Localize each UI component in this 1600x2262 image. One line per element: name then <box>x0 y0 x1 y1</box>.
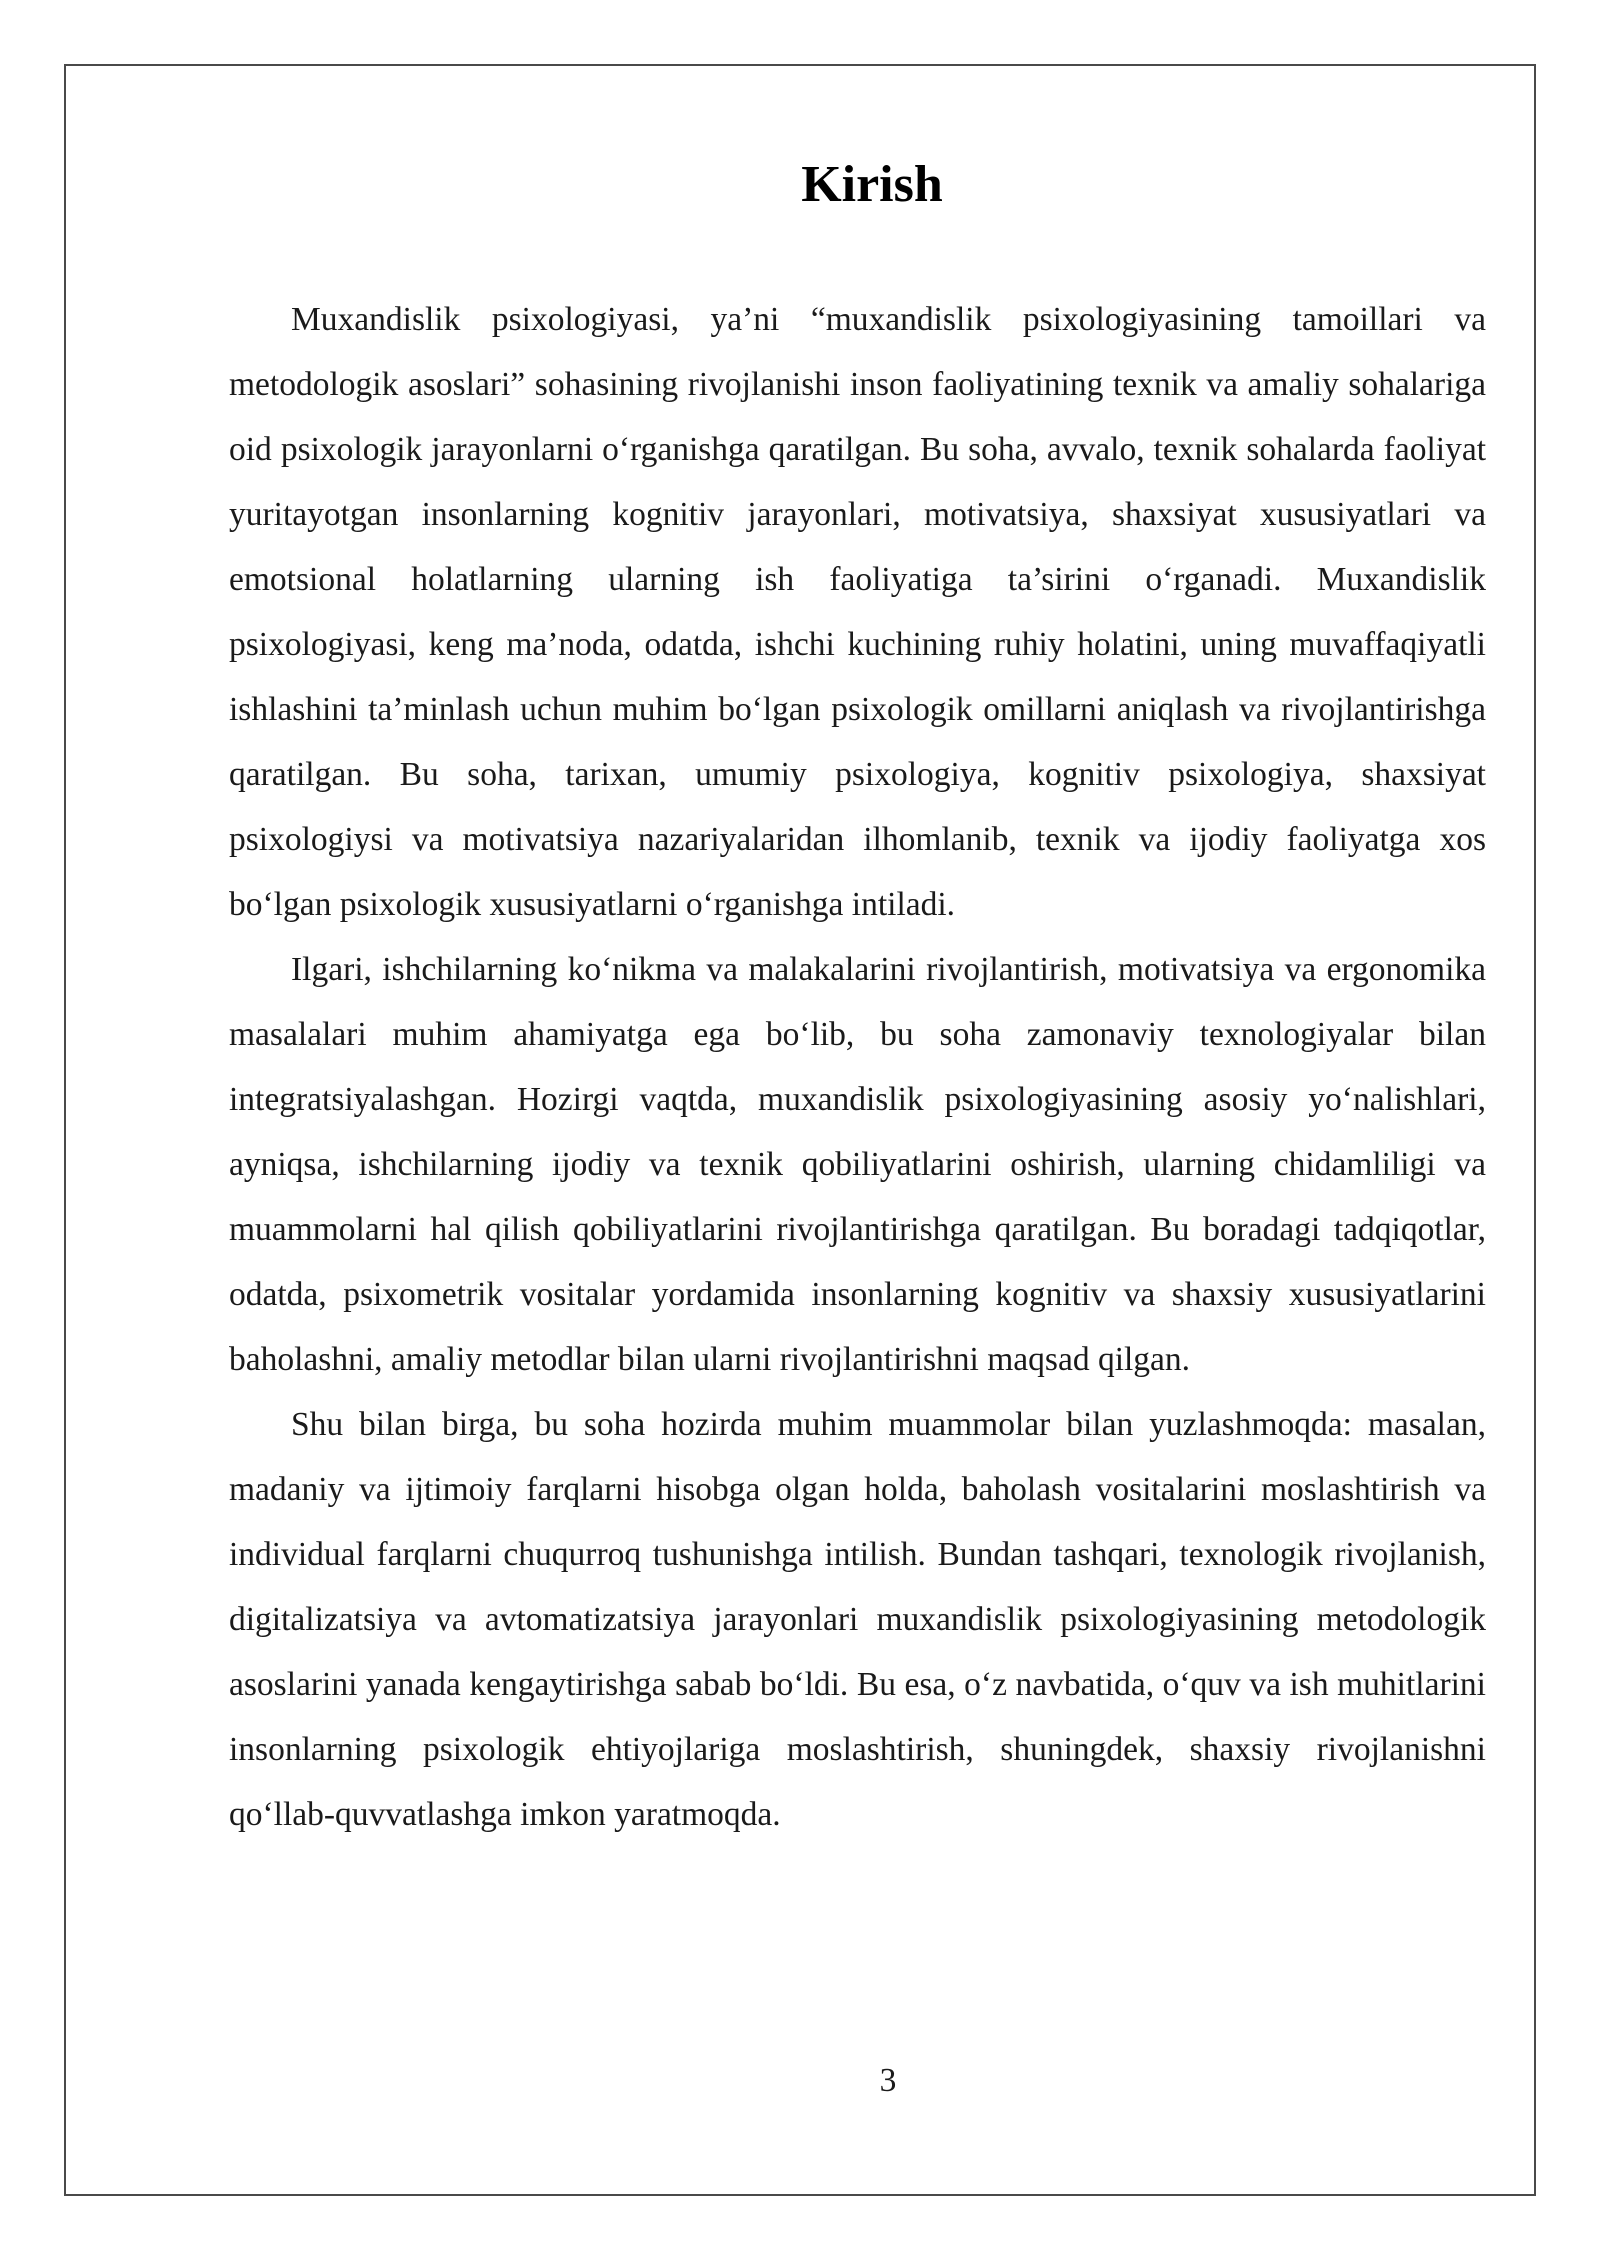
paragraph-1: Muxandislik psixologiyasi, ya’ni “muxandislik psixologiyasining tamoillari va metodologik asoslari” sohasining rivojlanishi inson faoliyatining texnik va amaliy sohalariga oid psixologik jarayonlarni o‘rganishga qaratilgan. Bu soha, avvalo, texnik sohalarda faoliyat yuritayotgan insonlarning kognitiv jarayonlari, motivatsiya, shaxsiyat xususiyatlari va emotsional holatlarning ularning ish faoliyatiga ta’sirini o‘rganadi. Muxandislik psixologiyasi, keng ma’noda, odatda, ishchi kuchining ruhiy holatini, uning muvaffaqiyatli ishlashini ta’minlash uchun muhim bo‘lgan psixologik omillarni aniqlash va rivojlantirishga qaratilgan. Bu soha, tarixan, umumiy psixologiya, kognitiv psixologiya, shaxsiyat psixologiysi va motivatsiya nazariyalaridan ilhomlanib, texnik va ijodiy faoliyatga xos bo‘lgan psixologik xususiyatlarni o‘rganishga intiladi. <box>229 301 1486 923</box>
page-number: 3 <box>879 2062 897 2099</box>
paragraph-3: Shu bilan birga, bu soha hozirda muhim muammolar bilan yuzlashmoqda: masalan, madaniy va ijtimoiy farqlarni hisobga olgan holda, baholash vositalarini moslashtirish va individual farqlarni chuqurroq tushunishga intilish. Bundan tashqari, texnologik rivojlanish, digitalizatsiya va avtomatizatsiya jarayonlari muxandislik psixologiyasining metodologik asoslarini yanada kengaytirishga sabab bo‘ldi. Bu esa, o‘z navbatida, o‘quv va ish muhitlarini insonlarning psixologik ehtiyojlariga moslashtirish, shuningdek, shaxsiy rivojlanishni qo‘llab-quvvatlashga imkon yaratmoqda. <box>229 1406 1486 1833</box>
document-body <box>229 287 1486 1847</box>
paragraph-2: Ilgari, ishchilarning ko‘nikma va malakalarini rivojlantirish, motivatsiya va ergonomika masalalari muhim ahamiyatga ega bo‘lib, bu soha zamonaviy texnologiyalar bilan integratsiyalashgan. Hozirgi vaqtda, muxandislik psixologiyasining asosiy yo‘nalishlari, ayniqsa, ishchilarning ijodiy va texnik qobiliyatlarini oshirish, ularning chidamliligi va muammolarni hal qilish qobiliyatlarini rivojlantirishga qaratilgan. Bu boradagi tadqiqotlar, odatda, psixometrik vositalar yordamida insonlarning kognitiv va shaxsiy xususiyatlarini baholashni, amaliy metodlar bilan ularni rivojlantirishni maqsad qilgan. <box>229 951 1486 1378</box>
page-title: Kirish <box>801 156 943 213</box>
